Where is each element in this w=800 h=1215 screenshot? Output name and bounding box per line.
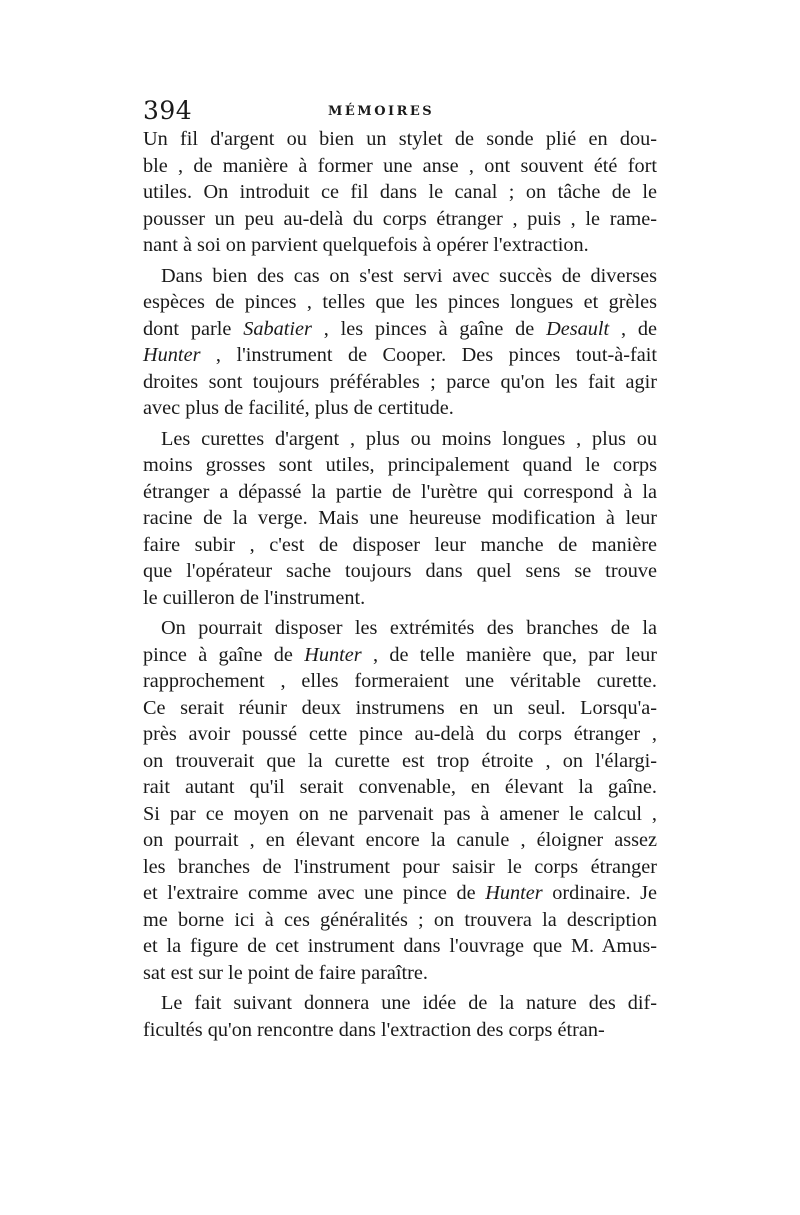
text-segment: on pourrait , en élevant encore la canule , éloigner assez xyxy=(143,829,657,851)
text-segment: dont parle xyxy=(143,317,244,340)
text-line xyxy=(143,263,657,290)
text-line xyxy=(143,668,657,695)
text-line xyxy=(143,395,657,422)
text-segment: ble , de manière à former une anse , ont souvent été fort xyxy=(143,154,657,177)
text-line xyxy=(143,153,657,180)
text-segment: , les pinces à gaîne de xyxy=(311,317,547,340)
text-line xyxy=(143,615,657,642)
text-line xyxy=(143,642,657,669)
text-segment: moins grosses sont utiles, principalement quand le corps xyxy=(143,454,657,476)
text-line xyxy=(143,452,657,479)
text-segment: ficultés qu'on rencontre dans l'extraction des corps étran- xyxy=(143,1018,605,1041)
text-segment: pousser un peu au-delà du corps étranger , puis , le rame- xyxy=(143,207,657,230)
text-segment: Les curettes d'argent , plus ou moins longues , plus ou xyxy=(161,427,657,450)
text-segment: le cuilleron de l'instrument. xyxy=(143,586,366,609)
text-segment: rapprochement , elles formeraient une véritable curette. xyxy=(143,670,657,692)
text-segment: , de telle manière que, par leur xyxy=(361,643,657,666)
paragraph xyxy=(143,990,657,1043)
text-segment: étranger a dépassé la partie de l'urètre qui correspond à la xyxy=(143,480,657,503)
text-line xyxy=(143,126,657,153)
text-segment: près avoir poussé cette pince au-delà du corps étranger , xyxy=(143,723,657,745)
text-segment: racine de la verge. Mais une heureuse modification à leur xyxy=(143,507,657,529)
text-line xyxy=(143,880,657,907)
text-line xyxy=(143,206,657,233)
text-line xyxy=(143,558,657,585)
text-segment: espèces de pinces , telles que les pinces longues et grèles xyxy=(143,291,657,313)
text-segment: me borne ici à ces généralités ; on trouvera la description xyxy=(143,908,657,931)
text-line xyxy=(143,801,657,828)
italic-name: Hunter xyxy=(485,882,543,904)
text-line xyxy=(143,426,657,453)
paragraph xyxy=(143,126,657,259)
text-segment: rait autant qu'il serait convenable, en élevant la gaîne. xyxy=(143,776,657,798)
paragraph xyxy=(143,615,657,986)
text-line xyxy=(143,342,657,369)
text-segment: Dans bien des cas on s'est servi avec succès de diverses xyxy=(161,264,657,287)
text-segment: faire subir , c'est de disposer leur manche de manière xyxy=(143,533,657,556)
text-line xyxy=(143,827,657,854)
text-segment: ordinaire. Je xyxy=(542,882,658,904)
text-segment: et la figure de cet instrument dans l'ouvrage que M. Amus- xyxy=(143,935,657,957)
text-line xyxy=(143,721,657,748)
text-segment: que l'opérateur sache toujours dans quel sens se trouve xyxy=(143,560,657,582)
text-line xyxy=(143,907,657,934)
text-segment: Le fait suivant donnera une idée de la nature des dif- xyxy=(161,992,657,1014)
text-segment: nant à soi on parvient quelquefois à opérer l'extraction. xyxy=(143,234,589,256)
text-segment: Si par ce moyen on ne parvenait pas à amener le calcul , xyxy=(143,802,657,825)
text-segment: sat est sur le point de faire paraître. xyxy=(143,961,428,984)
text-line xyxy=(143,990,657,1017)
text-line xyxy=(143,505,657,532)
text-line xyxy=(143,774,657,801)
running-head: MÉMOIRES xyxy=(328,104,435,119)
text-line xyxy=(143,532,657,559)
text-segment: droites sont toujours préférables ; parce qu'on les fait agir xyxy=(143,370,657,393)
paragraph xyxy=(143,263,657,422)
text-line xyxy=(143,232,657,259)
text-line xyxy=(143,179,657,206)
text-line xyxy=(143,933,657,960)
text-line xyxy=(143,1017,657,1044)
italic-name: Hunter xyxy=(304,643,362,666)
text-segment: on trouverait que la curette est trop étroite , on l'élargi- xyxy=(143,749,657,772)
text-segment: Ce serait réunir deux instrumens en un seul. Lorsqu'a- xyxy=(143,696,657,719)
text-line xyxy=(143,854,657,881)
text-segment: Un fil d'argent ou bien un stylet de sonde plié en dou- xyxy=(143,128,657,150)
text-segment: pince à gaîne de xyxy=(143,643,305,666)
page-number: 394 xyxy=(143,96,193,125)
text-line xyxy=(143,289,657,316)
text-segment: avec plus de facilité, plus de certitude. xyxy=(143,397,454,419)
text-line xyxy=(143,316,657,343)
text-segment: , l'instrument de Cooper. Des pinces tout-à-fait xyxy=(200,344,657,366)
text-segment: , de xyxy=(609,317,658,340)
text-segment: On pourrait disposer les extrémités des branches de la xyxy=(161,617,657,639)
paragraph xyxy=(143,426,657,612)
page-header xyxy=(143,96,657,126)
text-line xyxy=(143,479,657,506)
text-segment: et l'extraire comme avec une pince de xyxy=(143,882,486,904)
text-segment: utiles. On introduit ce fil dans le canal ; on tâche de le xyxy=(143,181,657,203)
text-line xyxy=(143,585,657,612)
text-line xyxy=(143,748,657,775)
body-text xyxy=(143,126,657,1047)
italic-name: Desault xyxy=(546,317,610,340)
text-line xyxy=(143,695,657,722)
text-line xyxy=(143,960,657,987)
text-line xyxy=(143,369,657,396)
italic-name: Sabatier xyxy=(243,317,312,340)
italic-name: Hunter xyxy=(143,344,201,366)
text-segment: les branches de l'instrument pour saisir le corps étranger xyxy=(143,855,657,878)
